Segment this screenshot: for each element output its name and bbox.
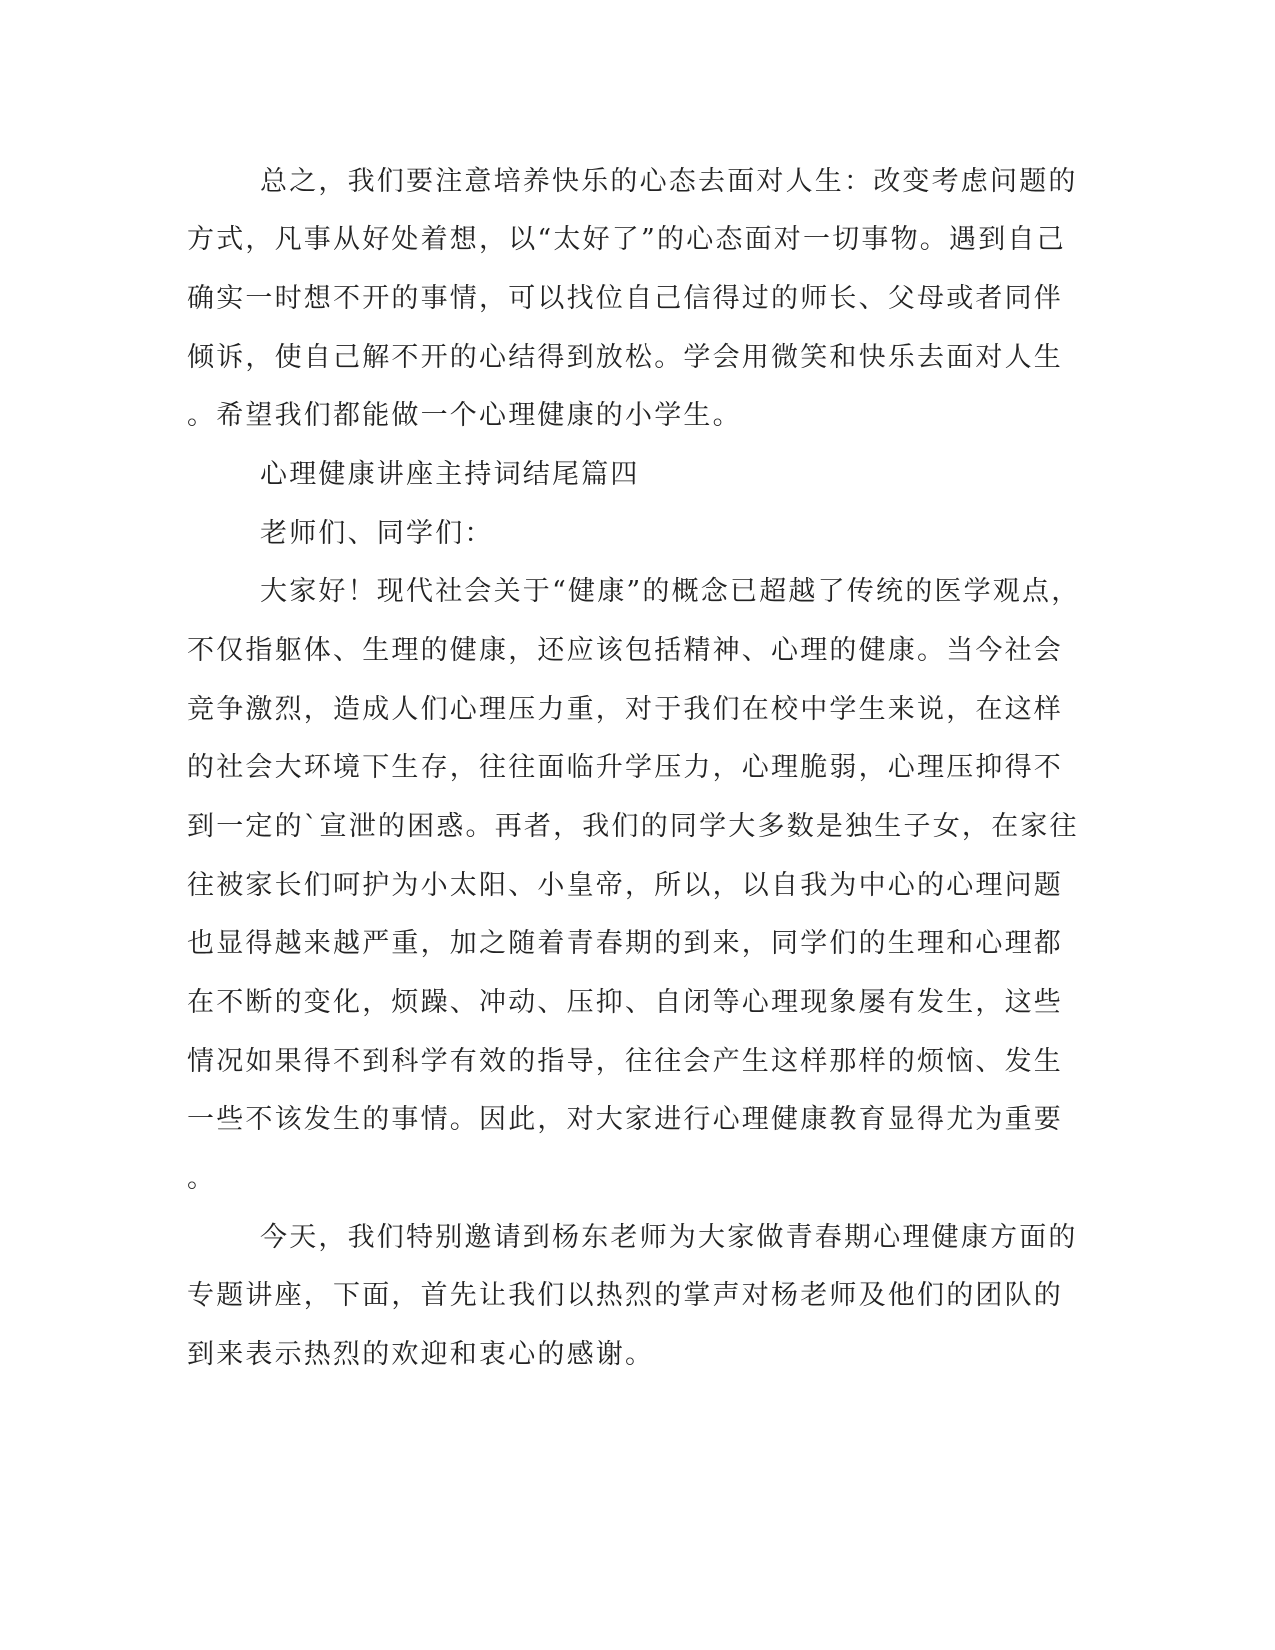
paragraph-line: 一些不该发生的事情。因此，对大家进行心理健康教育显得尤为重要 <box>187 1104 1063 1135</box>
paragraph-line: 的社会大环境下生存，往往面临升学压力，心理脆弱，心理压抑得不 <box>187 752 1063 783</box>
paragraph-line: 不仅指躯体、生理的健康，还应该包括精神、心理的健康。当今社会 <box>187 635 1063 666</box>
paragraph-line: 往被家长们呵护为小太阳、小皇帝，所以，以自我为中心的心理问题 <box>187 870 1063 901</box>
paragraph-line: 情况如果得不到科学有效的指导，往往会产生这样那样的烦恼、发生 <box>187 1046 1063 1077</box>
paragraph-line: 今天，我们特别邀请到杨东老师为大家做青春期心理健康方面的 <box>260 1222 1078 1253</box>
paragraph-line: 在不断的变化，烦躁、冲动、压抑、自闭等心理现象屡有发生，这些 <box>187 987 1063 1018</box>
paragraph-line: 竞争激烈，造成人们心理压力重，对于我们在校中学生来说，在这样 <box>187 694 1063 725</box>
paragraph-line: 确实一时想不开的事情，可以找位自己信得过的师长、父母或者同伴 <box>187 283 1063 314</box>
paragraph-line: 到一定的`宣泄的困惑。再者，我们的同学大多数是独生子女，在家往 <box>187 811 1079 842</box>
paragraph-line: 大家好！现代社会关于“健康”的概念已超越了传统的医学观点， <box>260 576 1081 607</box>
paragraph-line: 专题讲座，下面，首先让我们以热烈的掌声对杨老师及他们的团队的 <box>187 1280 1063 1311</box>
paragraph-line: 方式，凡事从好处着想，以“太好了”的心态面对一切事物。遇到自己 <box>187 224 1066 255</box>
salutation: 老师们、同学们： <box>260 518 494 549</box>
paragraph-line: 。 <box>187 1163 217 1194</box>
paragraph-line: 倾诉，使自己解不开的心结得到放松。学会用微笑和快乐去面对人生 <box>187 342 1063 373</box>
paragraph-line: 。希望我们都能做一个心理健康的小学生。 <box>187 400 742 431</box>
paragraph-line: 也显得越来越严重，加之随着青春期的到来，同学们的生理和心理都 <box>187 928 1063 959</box>
paragraph-line: 总之，我们要注意培养快乐的心态去面对人生：改变考虑问题的 <box>260 166 1078 197</box>
paragraph-line: 到来表示热烈的欢迎和衷心的感谢。 <box>187 1339 655 1370</box>
section-heading: 心理健康讲座主持词结尾篇四 <box>260 459 640 490</box>
